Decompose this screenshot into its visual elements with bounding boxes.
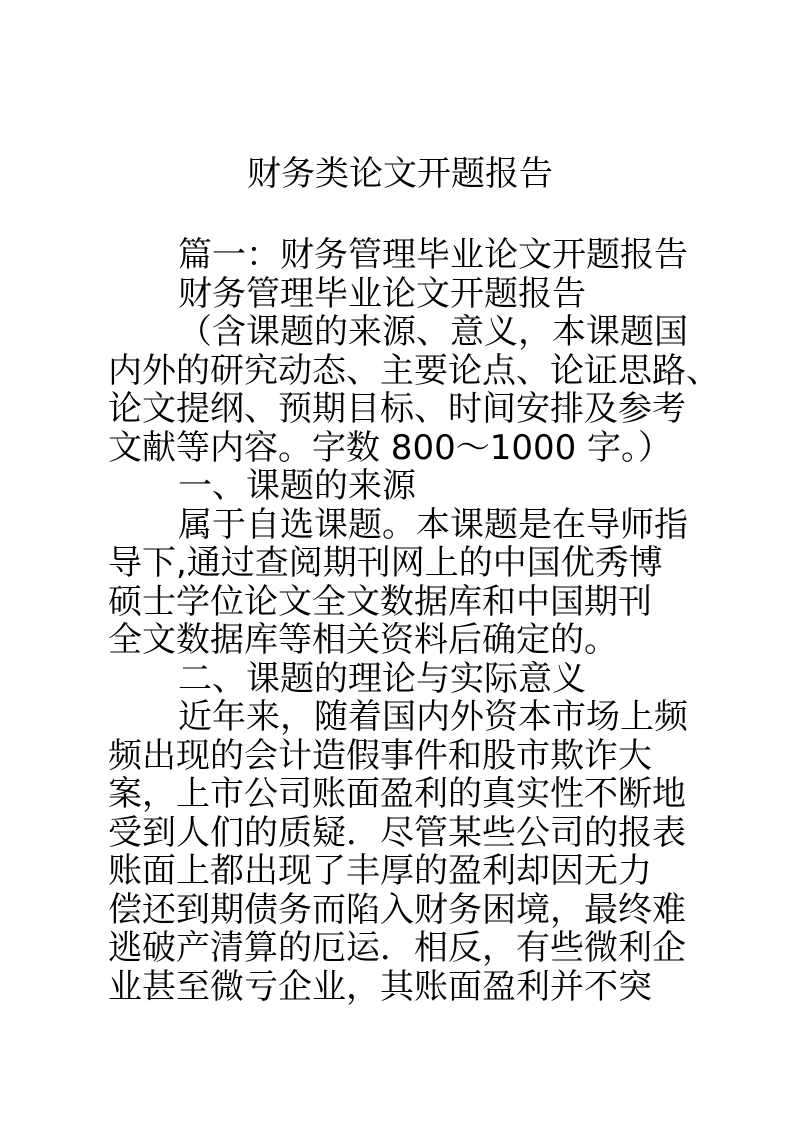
body-line: 硕士学位论文全文数据库和中国期刊 <box>108 581 652 622</box>
document-body <box>108 235 720 1007</box>
body-line: 案，上市公司账面盈利的真实性不断地 <box>108 774 686 814</box>
section-heading-significance: 二、课题的理论与实际意义 <box>178 658 586 699</box>
body-line: 近年来，随着国内外资本市场上频 <box>178 697 688 737</box>
body-line: 属于自选课题。本课题是在导师指 <box>178 504 688 545</box>
body-line: 文献等内容。字数 800～1000 字。） <box>108 427 673 468</box>
body-line: 全文数据库等相关资料后确定的。 <box>108 620 618 660</box>
body-line: 导下,通过查阅期刊网上的中国优秀博 <box>108 543 663 583</box>
body-line: 逃破产清算的厄运．相反，有些微利企 <box>108 928 686 968</box>
section-heading-article-one: 篇一：财务管理毕业论文开题报告 <box>178 235 688 275</box>
body-line: 频出现的会计造假事件和股市欺诈大 <box>108 735 652 776</box>
body-line: 账面上都出现了丰厚的盈利却因无力 <box>108 851 652 891</box>
body-line: 受到人们的质疑．尽管某些公司的报表 <box>108 812 686 853</box>
section-heading-topic-source: 一、课题的来源 <box>178 466 416 506</box>
body-line: 内外的研究动态、主要论点、论证思路、 <box>108 350 720 391</box>
body-line: 业甚至微亏企业，其账面盈利并不突 <box>108 966 652 1007</box>
body-line: 论文提纲、预期目标、时间安排及参考 <box>108 389 686 429</box>
report-subtitle: 财务管理毕业论文开题报告 <box>178 273 586 314</box>
body-line: 偿还到期债务而陷入财务困境，最终难 <box>108 889 686 930</box>
document-title: 财务类论文开题报告 <box>247 154 553 194</box>
body-line: （含课题的来源、意义，本课题国 <box>178 312 688 352</box>
